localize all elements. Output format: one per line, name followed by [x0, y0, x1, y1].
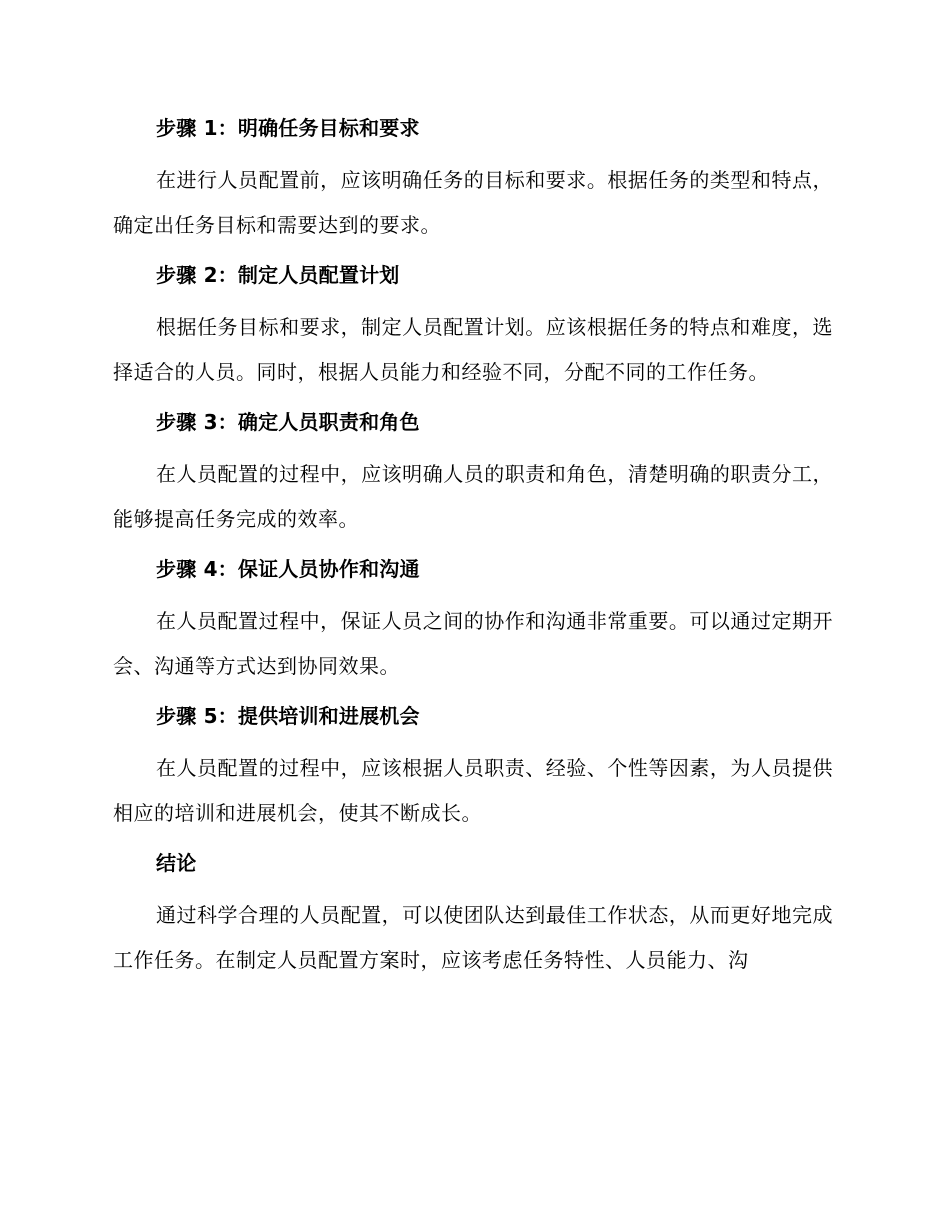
section-paragraph-step-3: 在人员配置的过程中，应该明确人员的职责和角色，清楚明确的职责分工，能够提高任务完成的效率。	[113, 462, 833, 531]
section-paragraph-step-1: 在进行人员配置前，应该明确任务的目标和要求。根据任务的类型和特点，确定出任务目标和需要达到的要求。	[113, 168, 833, 237]
section-heading-step-4: 步骤 4：保证人员协作和沟通	[156, 557, 420, 581]
section-heading-conclusion: 结论	[156, 851, 197, 875]
section-paragraph-step-5: 在人员配置的过程中，应该根据人员职责、经验、个性等因素，为人员提供相应的培训和进展机会，使其不断成长。	[113, 756, 833, 825]
section-heading-step-2: 步骤 2：制定人员配置计划	[156, 263, 400, 287]
section-paragraph-step-4: 在人员配置过程中，保证人员之间的协作和沟通非常重要。可以通过定期开会、沟通等方式达到协同效果。	[113, 609, 833, 678]
section-paragraph-step-2: 根据任务目标和要求，制定人员配置计划。应该根据任务的特点和难度，选择适合的人员。同时，根据人员能力和经验不同，分配不同的工作任务。	[113, 315, 833, 384]
section-heading-step-5: 步骤 5：提供培训和进展机会	[156, 704, 420, 728]
section-heading-step-3: 步骤 3：确定人员职责和角色	[156, 410, 420, 434]
section-paragraph-conclusion: 通过科学合理的人员配置，可以使团队达到最佳工作状态，从而更好地完成工作任务。在制定人员配置方案时，应该考虑任务特性、人员能力、沟	[113, 903, 833, 972]
document-body	[113, 112, 833, 994]
section-heading-step-1: 步骤 1：明确任务目标和要求	[156, 116, 420, 140]
